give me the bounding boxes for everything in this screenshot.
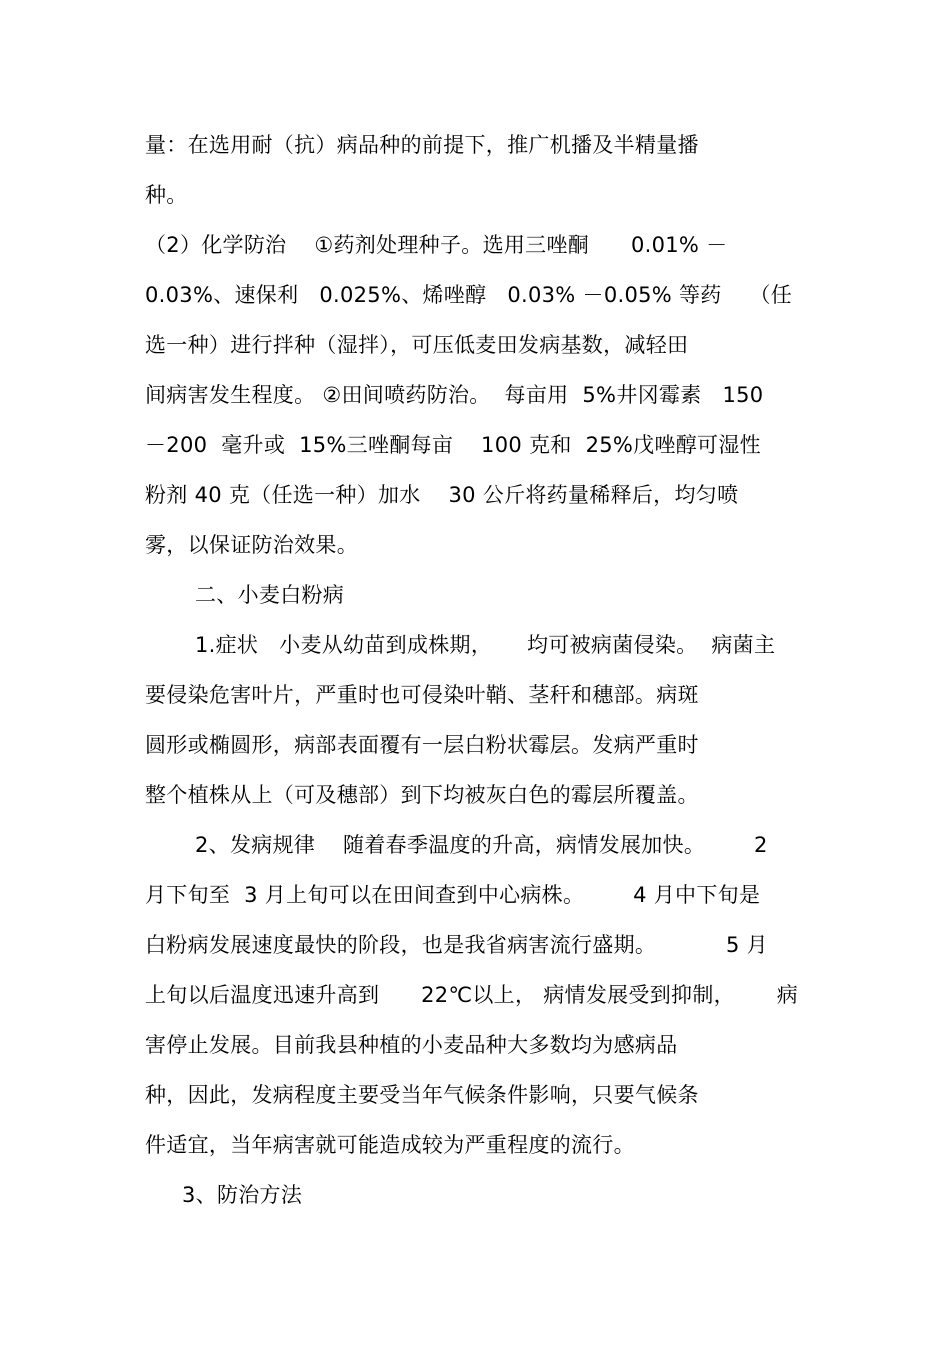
text-line: 要侵染危害叶片，严重时也可侵染叶鞘、茎秆和穗部。病斑 xyxy=(145,683,699,707)
text-line: 圆形或椭圆形，病部表面覆有一层白粉状霉层。发病严重时 xyxy=(145,733,699,757)
section-heading: 二、小麦白粉病 xyxy=(195,583,345,607)
text-line: 种。 xyxy=(145,183,188,207)
text-line: （2）化学防治 ①药剂处理种子。选用三唑酮 0.01% － xyxy=(145,233,728,257)
text-line: 粉剂 40 克（任选一种）加水 30 公斤将药量稀释后，均匀喷 xyxy=(145,483,739,507)
text-line: 0.03%、速保利 0.025%、烯唑醇 0.03% －0.05% 等药 （任 xyxy=(145,283,793,307)
text-line: 量：在选用耐（抗）病品种的前提下，推广机播及半精量播 xyxy=(145,133,699,157)
text-line: 月下旬至 3 月上旬可以在田间查到中心病株。 4 月中下旬是 xyxy=(145,883,761,907)
text-line: 间病害发生程度。 ②田间喷药防治。 每亩用 5%井冈霉素 150 xyxy=(145,383,764,407)
section-heading: 3、防治方法 xyxy=(182,1183,303,1207)
text-line: 件适宜，当年病害就可能造成较为严重程度的流行。 xyxy=(145,1133,635,1157)
text-line: 上旬以后温度迅速升高到 22℃以上， 病情发展受到抑制， 病 xyxy=(145,983,799,1007)
text-line: 白粉病发展速度最快的阶段，也是我省病害流行盛期。 5 月 xyxy=(145,933,768,957)
text-line: 雾，以保证防治效果。 xyxy=(145,533,358,557)
text-line: 种，因此，发病程度主要受当年气候条件影响，只要气候条 xyxy=(145,1083,699,1107)
text-line: 2、发病规律 随着春季温度的升高，病情发展加快。 2 xyxy=(195,833,768,857)
text-line: －200 毫升或 15%三唑酮每亩 100 克和 25%戊唑醇可湿性 xyxy=(145,433,761,457)
text-line: 害停止发展。目前我县种植的小麦品种大多数均为感病品 xyxy=(145,1033,678,1057)
text-line: 整个植株从上（可及穗部）到下均被灰白色的霉层所覆盖。 xyxy=(145,783,699,807)
text-line: 1.症状 小麦从幼苗到成株期， 均可被病菌侵染。 病菌主 xyxy=(195,633,776,657)
text-line: 选一种）进行拌种（湿拌），可压低麦田发病基数，减轻田 xyxy=(145,333,689,357)
